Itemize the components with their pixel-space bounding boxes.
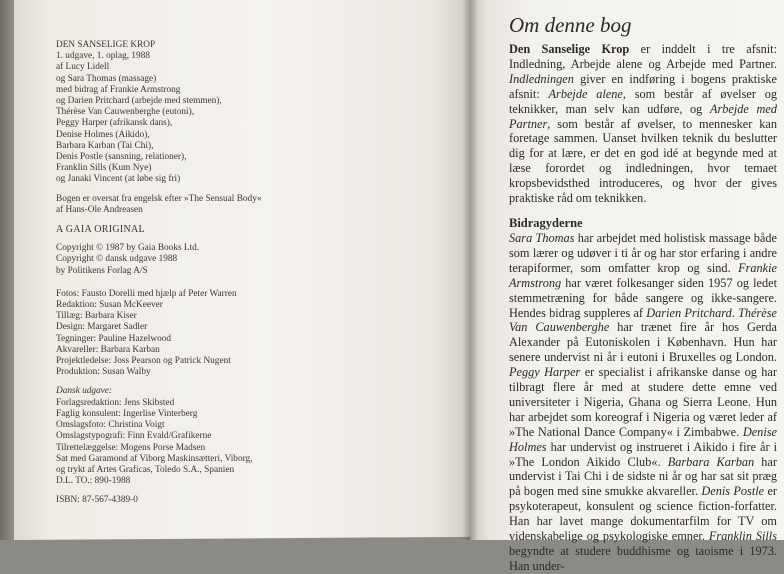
- contributor-text: har været folkesanger siden 1957 og ledet stemmetræning for både sangere og ikke-sangere. Hendes bidrag suppleres af: [509, 275, 777, 320]
- intro-paragraph: [509, 42, 777, 206]
- contributor-name: Barbara Karban: [667, 454, 755, 469]
- contributor-text: er psykoterapeut, konsulent og science fiction-forfatter. Han har lavet mange dokumentarfilm for TV om videnskabelige og psykologiske emner.: [509, 484, 777, 544]
- contributor-text: har arbejdet med holistisk massage både som lærer og udøver i ti år og har stor erfaring i andre terapiformer, som omfatter krop og sind.: [509, 230, 777, 275]
- colophon-line: og Janaki Vincent (at løbe sig fri): [56, 174, 181, 185]
- intro-text: er inddelt i tre afsnit: Indledning, Arbejde alene og Arbejde med Partner.: [509, 42, 778, 71]
- intro-text: , som består af øvelser, to mennesker kan foretage sammen. Uanset hvilken teknik du beslutter dig for at lære, er det en god idé at begynde med at læse forordet og indledningen, hvor temaet kropsbevidsthed introduceres, og hvor der gives praktiske råd om teknikken.: [509, 116, 777, 206]
- intro-text: , som består af øvelser og teknikker, man selv kan udføre, og: [509, 86, 777, 116]
- colophon-line: med bidrag af Frankie Armstrong: [56, 84, 181, 95]
- colophon-line: Copyright © 1987 by Gaia Books Ltd.: [56, 243, 200, 254]
- contributor-text: er specialist i afrikanske danse og har tilbragt flere år med at studere dette emne ved universiteter i Nigeria, Ghana og Sierra Leone. Hun har arbejdet som koreograf i Nigeria og været leder af »The National Dance Company« i Zimbabwe.: [509, 365, 777, 439]
- colophon-line: Faglig konsulent: Ingerlise Vinterberg: [56, 408, 198, 419]
- colophon-line: Denise Holmes (Aikido),: [56, 129, 150, 140]
- colophon-line: Omslagstypografi: Finn Evald/Grafikerne: [56, 431, 212, 442]
- contributor-name: Frankie Armstrong: [509, 260, 777, 290]
- section-heading: Bidragyderne: [509, 215, 583, 230]
- colophon-line: og trykt af Artes Graficas, Toledo S.A., Spanien: [56, 464, 235, 475]
- colophon-line: Tillæg: Barbara Kiser: [56, 311, 137, 322]
- contributor-text: har undervist og instrueret i Aikido i fire år i »The London Aikido Club«.: [509, 439, 777, 469]
- colophon-line: DEN SANSELIGE KROP: [56, 40, 156, 50]
- gaia-original: A GAIA ORIGINAL: [56, 224, 145, 236]
- colophon-line: af Hans-Ole Andreasen: [56, 204, 143, 215]
- intro-emphasis: Arbejde alene: [548, 86, 623, 101]
- intro-emphasis: Arbejde med Partner: [509, 101, 777, 131]
- colophon-line: og Darien Pritchard (arbejde med stemmen),: [56, 96, 222, 107]
- colophon-line: Tilrettelæggelse: Mogens Porse Madsen: [56, 442, 206, 453]
- intro-text: giver en indføring i bogens praktiske afsnit:: [509, 71, 777, 101]
- contributor-name: Denis Postle: [701, 484, 765, 499]
- colophon-line: Denis Postle (sansning, relationer),: [56, 152, 187, 163]
- book-title-bold: Den Sanselige Krop: [509, 42, 630, 56]
- copyright-block: [56, 243, 436, 277]
- colophon-line: Produktion: Susan Walby: [56, 367, 151, 378]
- translation-note: [56, 194, 436, 216]
- danish-edition-heading: Dansk udgave:: [56, 386, 113, 397]
- colophon-line: Redaktion: Susan McKeever: [56, 300, 163, 311]
- colophon-line: Forlagsredaktion: Jens Skibsted: [56, 397, 175, 408]
- colophon-line: Omslagsfoto: Christina Voigt: [56, 420, 165, 431]
- contributor-text: begyndte at studere buddhisme og taoisme i 1973. Han under-: [509, 544, 777, 573]
- production-credits: [56, 289, 436, 379]
- colophon-line: af Lucy Lidell: [56, 62, 110, 73]
- contributor-name: Thérèse Van Cauwenberghe: [509, 305, 777, 335]
- credits-block: [56, 40, 436, 186]
- contributors-paragraph: [509, 231, 777, 574]
- page-title: Om denne bog: [509, 13, 632, 37]
- colophon-line: Thérèse Van Cauwenberghe (eutoni),: [56, 107, 195, 118]
- colophon-line: Franklin Sills (Kum Nye): [56, 163, 152, 174]
- colophon-line: Barbara Karban (Tai Chi),: [56, 140, 154, 151]
- colophon-line: Tegninger: Pauline Hazelwood: [56, 333, 172, 344]
- contributor-text: .: [731, 305, 739, 320]
- book-gutter: [462, 0, 478, 540]
- colophon-line: Projektledelse: Joss Pearson og Patrick Nugent: [56, 356, 231, 367]
- colophon: [56, 40, 436, 507]
- isbn: ISBN: 87-567-4389-0: [56, 495, 138, 506]
- colophon-line: Akvareller: Barbara Karban: [56, 344, 160, 355]
- contributor-text: har undervist i Tai Chi i de sidste ni år og har sat sit præg på bogen med sine smukke akvareller.: [509, 454, 777, 499]
- colophon-line: D.L. TO.: 890-1988: [56, 476, 131, 487]
- about-this-book: [509, 12, 777, 574]
- contributor-name: Peggy Harper: [509, 365, 581, 380]
- colophon-line: Peggy Harper (afrikansk dans),: [56, 118, 173, 129]
- contributor-name: Franklin Sills: [708, 529, 778, 544]
- colophon-line: Copyright © dansk udgave 1988: [56, 254, 178, 265]
- colophon-line: Sat med Garamond af Viborg Maskinsætteri, Viborg,: [56, 453, 253, 464]
- contributor-name: Sara Thomas: [509, 230, 575, 245]
- contributor-text: har trænet fire år hos Gerda Alexander på Eutoniskolen i København. Hun har senere undervist ni år i eutoni i Bruxelles og London.: [509, 320, 777, 365]
- colophon-line: 1. udgave, 1. oplag, 1988: [56, 51, 150, 62]
- colophon-line: Design: Margaret Sadler: [56, 322, 148, 333]
- colophon-line: og Sara Thomas (massage): [56, 73, 157, 84]
- colophon-line: by Politikens Forlag A/S: [56, 265, 148, 276]
- contributor-name: Darien Pritchard: [646, 305, 732, 320]
- colophon-line: Fotos: Fausto Dorelli med hjælp af Peter Warren: [56, 288, 237, 299]
- intro-emphasis: Indledningen: [509, 71, 574, 86]
- contributor-name: Denise Holmes: [509, 424, 777, 454]
- colophon-line: Bogen er oversat fra engelsk efter »The Sensual Body«: [56, 193, 262, 204]
- danish-edition-block: [56, 386, 436, 487]
